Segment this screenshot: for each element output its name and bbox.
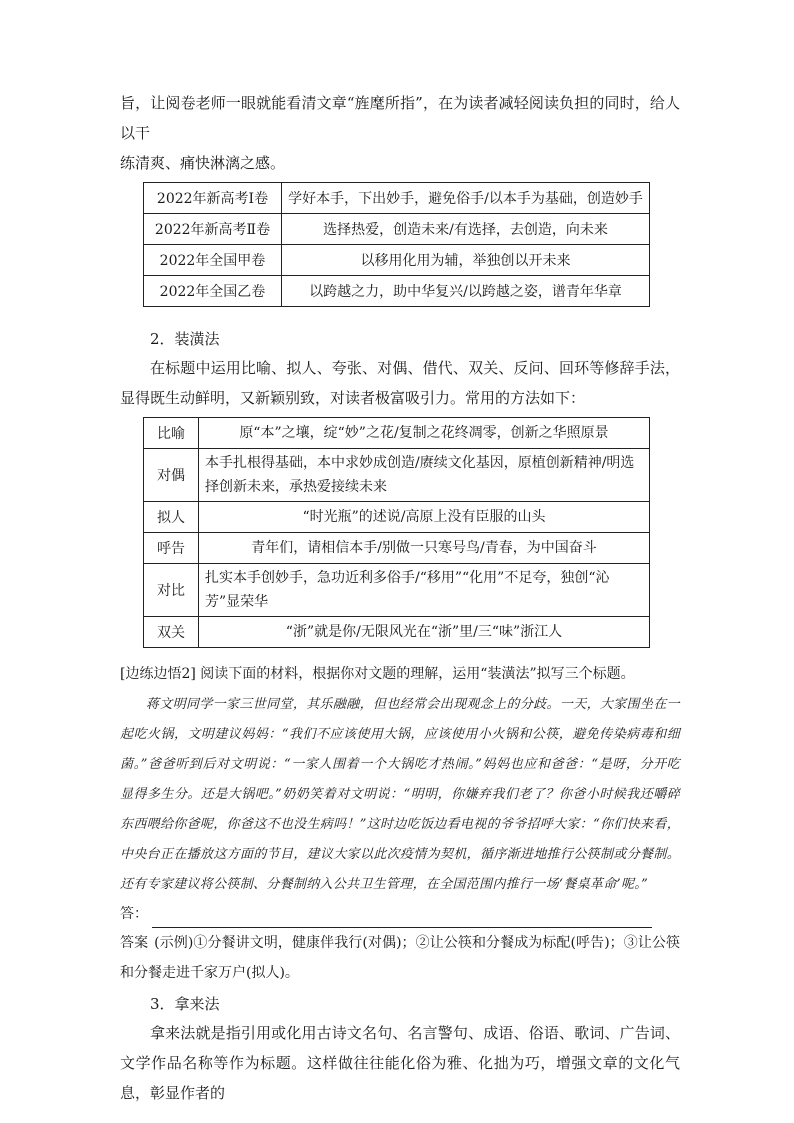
section-2-body: 在标题中运用比喻、拟人、夸张、对偶、借代、双关、反问、回环等修辞手法，显得既生动鲜明，又新颖别致，对读者极富吸引力。常用的方法如下： [120, 359, 680, 407]
exam-title: 学好本手，下出妙手，避免俗手/以本手为基础，创造妙手 [282, 183, 650, 214]
answer-blank[interactable] [152, 909, 652, 928]
rhetoric-label: 对偶 [144, 449, 199, 502]
table-row [144, 564, 650, 617]
exam-label: 2022年新高考Ⅱ卷 [144, 214, 282, 245]
table-row [144, 449, 650, 502]
rhetoric-example: 扎实本手创妙手，急功近利多俗手/“移用”“化用”不足夸，独创“沁芳”显荣华 [199, 564, 650, 617]
exam-label: 2022年新高考Ⅰ卷 [144, 183, 282, 214]
table-row [144, 183, 650, 214]
intro-line-2: 练清爽、痛快淋漓之感。 [120, 154, 286, 172]
section-3-heading: 3．拿来法 [150, 995, 220, 1013]
table-row [144, 245, 650, 276]
rhetoric-label: 呼告 [144, 533, 199, 564]
table-row [144, 502, 650, 533]
exam-title: 以跨越之力，助中华复兴/以跨越之姿，谱青年华章 [282, 276, 650, 307]
rhetoric-example: 本手扎根得基础，本中求妙成创造/赓续文化基因，原植创新精神/明选择创新未来，承热爱接续未来 [199, 449, 650, 502]
answer-text: (示例)①分餐讲文明，健康伴我行(对偶)；②让公筷和分餐成为标配(呼告)；③让公筷和分餐走进千家万户(拟人)。 [120, 935, 680, 981]
table-row [144, 276, 650, 307]
rhetoric-example: “浙”就是你/无限风光在“浙”里/三“味”浙江人 [199, 617, 650, 648]
rhetoric-label: 比喻 [144, 418, 199, 449]
section-3-body: 拿来法就是指引用或化用古诗文名句、名言警句、成语、俗语、歌词、广告词、文学作品名称等作为标题。这样做往往能化俗为雅、化拙为巧，增强文章的文化气息，彰显作者的 [120, 1024, 680, 1102]
rhetoric-label: 拟人 [144, 502, 199, 533]
exam-title: 选择热爱，创造未来/有选择，去创造，向未来 [282, 214, 650, 245]
exercise-instruction: 阅读下面的材料，根据你对文题的理解，运用“装潢法”拟写三个标题。 [200, 666, 635, 682]
document-page [120, 88, 680, 1108]
intro-line-1: 旨，让阅卷老师一眼就能看清文章“旌麾所指”，在为读者减轻阅读负担的同时，给人以干 [120, 94, 680, 142]
rhetoric-example: “时光瓶”的述说/高原上没有臣服的山头 [199, 502, 650, 533]
exam-title: 以移用化用为辅，举独创以开未来 [282, 245, 650, 276]
rhetoric-table [143, 417, 650, 648]
exam-label: 2022年全国乙卷 [144, 276, 282, 307]
section-2-heading: 2．装潢法 [150, 330, 220, 348]
table-row [144, 617, 650, 648]
rhetoric-label: 对比 [144, 564, 199, 617]
rhetoric-label: 双关 [144, 617, 199, 648]
reading-passage: 蒋文明同学一家三世同堂，其乐融融，但也经常会出现观念上的分歧。一天，大家围坐在一起吃火锅，文明建议妈妈：“我们不应该使用大锅，应该使用小火锅和公筷，避免传染病毒和细菌。”爸爸听到后对文明说：“一家人围着一个大锅吃才热闹。”妈妈也应和爸爸：“是呀，分开吃显得多生分。还是大锅吧。”奶奶笑着对文明说：“明明，你嫌弃我们老了？你爸小时候我还嚼碎东西喂给你爸呢，你爸这不也没生病吗！”这时边吃饭边看电视的爷爷招呼大家：“你们快来看，中央台正在播放这方面的节目，建议大家以此次疫情为契机，循序渐进地推行公筷制或分餐制。还有专家建议将公筷制、分餐制纳入公共卫生管理，在全国范围内推行一场‘餐桌革命’呢。” [120, 697, 680, 892]
exam-title-table [143, 182, 650, 307]
answer-block [120, 928, 680, 988]
table-row [144, 214, 650, 245]
rhetoric-example: 青年们，请相信本手/别做一只寒号鸟/青春，为中国奋斗 [199, 533, 650, 564]
answer-label: 答案 [120, 935, 149, 951]
answer-line [120, 900, 680, 928]
exam-label: 2022年全国甲卷 [144, 245, 282, 276]
exercise-prompt [120, 660, 680, 688]
rhetoric-example: 原“本”之壤，绽“妙”之花/复制之花终凋零，创新之华照原景 [199, 418, 650, 449]
answer-prompt: 答： [120, 906, 148, 922]
table-row [144, 418, 650, 449]
table-row [144, 533, 650, 564]
exercise-tag: [边练边悟2] [120, 666, 196, 682]
